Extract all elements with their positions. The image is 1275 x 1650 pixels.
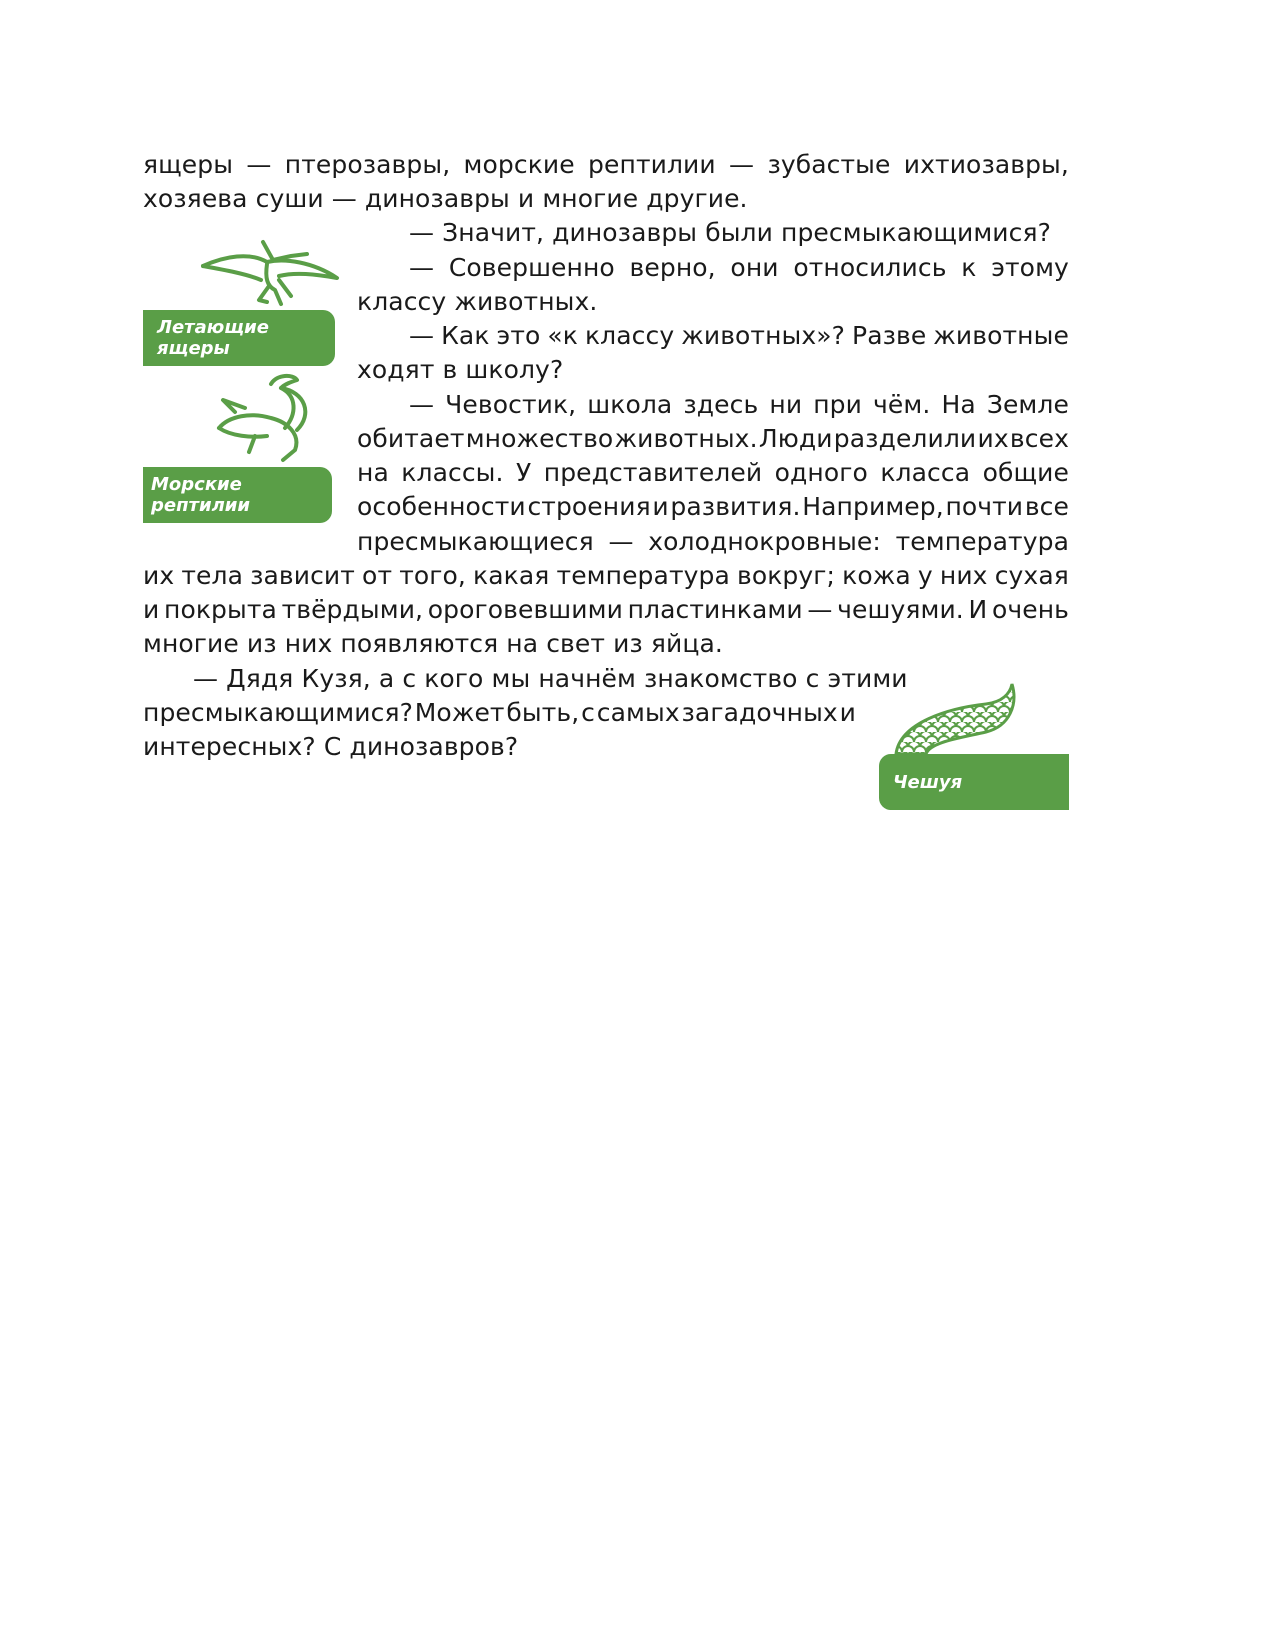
- word: —: [409, 321, 435, 350]
- word: вокруг;: [737, 561, 836, 590]
- text-line: [357, 424, 1069, 454]
- word: у: [917, 561, 933, 590]
- word: и: [143, 595, 160, 624]
- word: На: [941, 390, 976, 419]
- word: животных.: [614, 424, 758, 453]
- text-line: [409, 253, 1069, 283]
- word: того,: [399, 561, 466, 590]
- text-line: [143, 150, 1069, 180]
- text-line: интересных? С динозавров?: [143, 732, 519, 761]
- pterosaur-icon: [195, 234, 345, 310]
- text-line: ходят в школу?: [357, 355, 564, 384]
- text-line: [143, 561, 1069, 591]
- word: и: [652, 492, 669, 521]
- badge-marine-reptiles: [143, 467, 332, 523]
- word: —: [729, 150, 755, 179]
- word: какая: [473, 561, 550, 590]
- word: класса: [880, 458, 971, 487]
- word: классу: [584, 321, 675, 350]
- word: пластинками: [627, 595, 803, 624]
- word: кожа: [842, 561, 911, 590]
- word: их: [143, 561, 175, 590]
- badge-label: Морские рептилии: [151, 474, 250, 516]
- word: одного: [774, 458, 868, 487]
- badge-flying-reptiles: [143, 310, 335, 366]
- word: строения: [527, 492, 651, 521]
- word: на: [357, 458, 389, 487]
- word: «к: [547, 321, 578, 350]
- word: этому: [991, 253, 1069, 282]
- word: они: [730, 253, 779, 282]
- word: Совершенно: [448, 253, 615, 282]
- word: И: [968, 595, 988, 624]
- badge-label: Летающие ящеры: [157, 317, 269, 359]
- word: разделили: [833, 424, 977, 453]
- text-line: [357, 527, 1069, 557]
- word: особенности: [357, 492, 526, 521]
- text-line: [143, 595, 1069, 625]
- word: температура: [556, 561, 730, 590]
- text-line: [143, 698, 856, 728]
- word: представителей: [543, 458, 763, 487]
- word: к: [961, 253, 977, 282]
- word: от: [362, 561, 393, 590]
- word: общие: [982, 458, 1069, 487]
- text-line: — Дядя Кузя, а с кого мы начнём знакомство с этими: [193, 664, 908, 693]
- word: чём.: [873, 390, 931, 419]
- word: очень: [991, 595, 1069, 624]
- word: пресмыкающиеся: [357, 527, 594, 556]
- plesiosaur-icon: [205, 370, 325, 466]
- word: Разве: [852, 321, 927, 350]
- word: с: [581, 698, 595, 727]
- scaly-tail-icon: [890, 682, 1020, 756]
- word: зубастые: [767, 150, 891, 179]
- word: классы.: [401, 458, 504, 487]
- text-line: [357, 492, 1069, 522]
- word: —: [409, 253, 435, 282]
- word: все: [1024, 492, 1069, 521]
- word: твёрдыми,: [281, 595, 424, 624]
- badge-scales: [879, 754, 1069, 810]
- word: почти: [945, 492, 1024, 521]
- word: верно,: [629, 253, 716, 282]
- word: У: [516, 458, 532, 487]
- word: животных»?: [681, 321, 846, 350]
- badge-label: Чешуя: [893, 771, 963, 793]
- word: ящеры: [143, 150, 234, 179]
- word: морские: [463, 150, 575, 179]
- word: здесь: [683, 390, 759, 419]
- word: их: [977, 424, 1009, 453]
- word: загадочных: [681, 698, 838, 727]
- word: обитает: [357, 424, 465, 453]
- word: школа: [587, 390, 673, 419]
- word: Люди: [758, 424, 833, 453]
- word: при: [813, 390, 862, 419]
- word: зависит: [250, 561, 355, 590]
- word: них: [939, 561, 988, 590]
- word: ихтиозавры,: [903, 150, 1069, 179]
- word: —: [246, 150, 272, 179]
- word: это: [496, 321, 541, 350]
- word: рептилии: [588, 150, 716, 179]
- word: —: [409, 390, 435, 419]
- text-line: — Значит, динозавры были пресмыкающимися?: [409, 218, 1051, 247]
- word: ни: [769, 390, 803, 419]
- word: Чевостик,: [445, 390, 577, 419]
- word: тела: [181, 561, 243, 590]
- text-line: многие из них появляются на свет из яйца.: [143, 629, 723, 658]
- word: ороговевшими: [427, 595, 623, 624]
- word: всех: [1009, 424, 1069, 453]
- word: животные: [933, 321, 1069, 350]
- word: —: [608, 527, 634, 556]
- word: Земле: [986, 390, 1069, 419]
- text-line: [357, 458, 1069, 488]
- word: Например,: [802, 492, 944, 521]
- word: и: [839, 698, 856, 727]
- word: относились: [793, 253, 947, 282]
- text-line: хозяева суши — динозавры и многие другие.: [143, 184, 748, 213]
- word: птерозавры,: [284, 150, 451, 179]
- word: пресмыкающимися?: [143, 698, 413, 727]
- word: —: [807, 595, 833, 624]
- word: сухая: [994, 561, 1069, 590]
- text-line: [409, 321, 1069, 351]
- word: Как: [441, 321, 490, 350]
- word: чешуями.: [837, 595, 964, 624]
- word: самых: [596, 698, 680, 727]
- text-line: классу животных.: [357, 287, 598, 316]
- word: развития.: [670, 492, 801, 521]
- word: температура: [895, 527, 1069, 556]
- text-line: [409, 390, 1069, 420]
- word: множество: [465, 424, 614, 453]
- word: Может: [414, 698, 505, 727]
- word: холоднокровные:: [648, 527, 881, 556]
- word: покрыта: [164, 595, 277, 624]
- word: быть,: [506, 698, 580, 727]
